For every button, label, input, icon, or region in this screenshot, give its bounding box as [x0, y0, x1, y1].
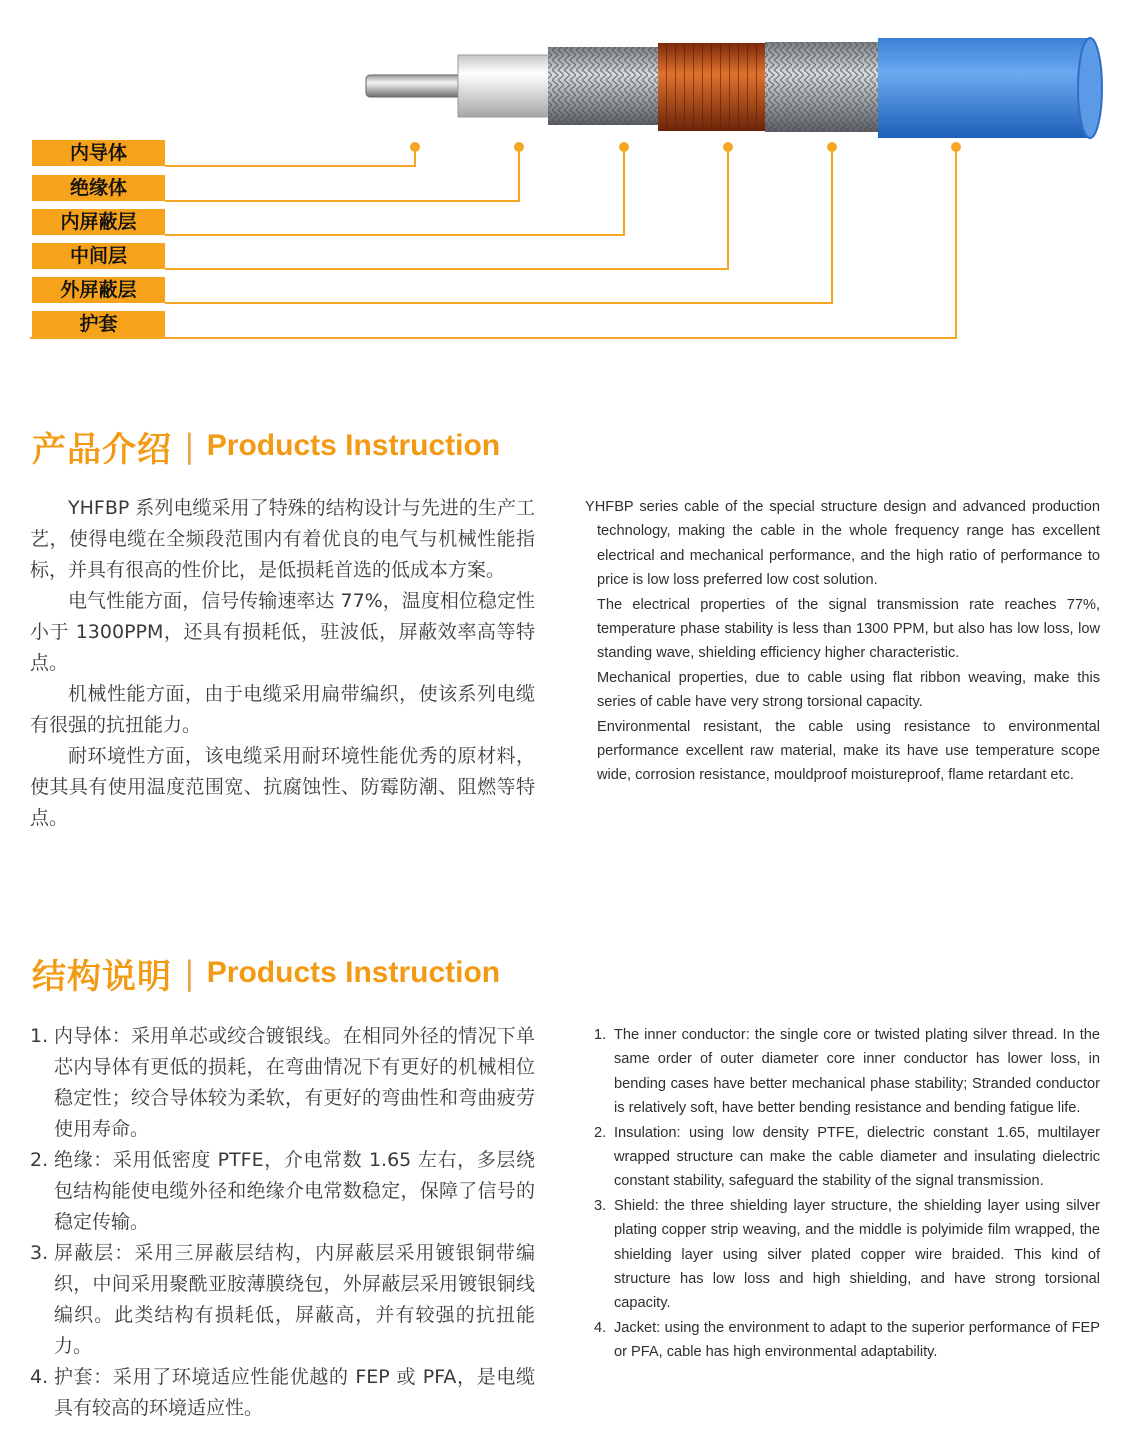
- leader-line-1: [165, 147, 415, 166]
- list-item-number: 2.: [30, 1149, 49, 1171]
- section-structure-title-en: Products Instruction: [206, 956, 501, 989]
- label-inner-conductor: 内导体: [32, 140, 165, 166]
- structure-en-list: [594, 1023, 1100, 1365]
- section-structure-separator: |: [184, 954, 195, 992]
- label-inner-shield: 内屏蔽层: [32, 209, 165, 235]
- list-item-text: The inner conductor: the single core or twisted plating silver thread. In the same order of outer diameter core inner conductor has lower loss, in bending cases have better mechanical phase stability; Stranded conductor is relatively soft, have better bending resistance and bending fatigue life.: [614, 1027, 1100, 1117]
- leader-dot-2: [514, 142, 524, 152]
- label-middle-layer: 中间层: [32, 243, 165, 269]
- intro-cn-text: [30, 493, 535, 834]
- list-item: [594, 1316, 1100, 1365]
- list-item: [30, 1021, 535, 1145]
- list-item: [594, 1023, 1100, 1121]
- list-item-text: 绝缘：采用低密度 PTFE，介电常数 1.65 左右，多层绕包结构能使电缆外径和绝缘介电常数稳定，保障了信号的稳定传输。: [54, 1149, 535, 1233]
- list-item: [594, 1121, 1100, 1194]
- list-item-text: 内导体：采用单芯或绞合镀银线。在相同外径的情况下单芯内导体有更低的损耗，在弯曲情况下有更好的机械相位稳定性；绞合导体较为柔软，有更好的弯曲性和弯曲疲劳使用寿命。: [54, 1025, 535, 1140]
- section-intro-separator: |: [184, 427, 195, 465]
- inner-conductor-shape: [366, 75, 466, 97]
- list-item-text: 护套：采用了环境适应性能优越的 FEP 或 PFA，是电缆具有较高的环境适应性。: [54, 1366, 535, 1419]
- intro-cn-paragraph: 电气性能方面，信号传输速率达 77%，温度相位稳定性小于 1300PPM，还具有损耗低，驻波低，屏蔽效率高等特点。: [30, 590, 535, 674]
- leader-line-2: [165, 147, 519, 201]
- list-item: [30, 1145, 535, 1238]
- list-item-number: 3.: [594, 1197, 607, 1214]
- list-item: [594, 1194, 1100, 1316]
- label-insulation: 绝缘体: [32, 175, 165, 201]
- list-item-text: Insulation: using low density PTFE, dielectric constant 1.65, multilayer wrapped structure can make the cable diameter and insulating dielectric constant stability, safeguard the stability of the signal transmission.: [614, 1124, 1100, 1190]
- list-item: [30, 1362, 535, 1424]
- leader-dot-4: [723, 142, 733, 152]
- intro-en-paragraph: Environmental resistant, the cable using resistance to environmental performance excellent raw material, make its have use temperature scope wide, corrosion resistance, mouldproof moistureproof, flame retardant etc.: [597, 718, 1100, 784]
- cable-structure-diagram: [0, 0, 1132, 360]
- list-item-number: 4.: [30, 1366, 49, 1388]
- list-item-text: Shield: the three shielding layer structure, the shielding layer using silver plating copper strip weaving, and the middle is polyimide film wrapped, the shielding layer using silver plated copper wire braided. This kind of structure has low loss and high shielding, and have strong torsional capacity.: [614, 1197, 1100, 1312]
- section-intro-title-cn: 产品介绍: [32, 429, 172, 470]
- intro-en-text: [585, 495, 1100, 788]
- intro-cn-paragraph: 机械性能方面，由于电缆采用扁带编织，使该系列电缆有很强的抗扭能力。: [30, 683, 535, 736]
- section-intro-title-en: Products Instruction: [206, 429, 501, 462]
- structure-cn-list: [30, 1021, 535, 1424]
- section-structure-title-cn: 结构说明: [32, 956, 172, 997]
- leader-dot-6: [951, 142, 961, 152]
- jacket-shape: [878, 38, 1097, 138]
- intro-cn-paragraph: 耐环境性方面，该电缆采用耐环境性能优秀的原材料，使其具有使用温度范围宽、抗腐蚀性、防霉防潮、阻燃等特点。: [30, 745, 535, 829]
- leader-line-6: [30, 147, 956, 338]
- list-item-number: 1.: [30, 1025, 49, 1047]
- insulation-shape: [458, 55, 558, 117]
- list-item: [30, 1238, 535, 1362]
- leader-dot-3: [619, 142, 629, 152]
- list-item-text: Jacket: using the environment to adapt to the superior performance of FEP or PFA, cable has high environmental adaptability.: [614, 1319, 1100, 1361]
- section-intro-header: [32, 424, 500, 468]
- leader-line-5: [165, 147, 832, 303]
- section-structure-header: [32, 951, 500, 995]
- list-item-number: 1.: [594, 1027, 607, 1043]
- intro-cn-paragraph: YHFBP 系列电缆采用了特殊的结构设计与先进的生产工艺，使得电缆在全频段范围内有着优良的电气与机械性能指标，并具有很高的性价比，是低损耗首选的低成本方案。: [30, 497, 535, 581]
- intro-en-paragraph: YHFBP series cable of the special structure design and advanced production technology, making the cable in the whole frequency range has excellent electrical and mechanical performance, and the high ratio of performance to price is low loss preferred low cost solution.: [585, 499, 1100, 589]
- list-item-text: 屏蔽层：采用三屏蔽层结构，内屏蔽层采用镀银铜带编织，中间采用聚酰亚胺薄膜绕包，外屏蔽层采用镀银铜线编织。此类结构有损耗低，屏蔽高，并有较强的抗扭能力。: [54, 1242, 535, 1357]
- intro-en-paragraph: The electrical properties of the signal transmission rate reaches 77%, temperature phase stability is less than 1300 PPM, but also has low loss, low standing wave, shielding efficiency higher characteristic.: [597, 596, 1100, 662]
- intro-en-paragraph: Mechanical properties, due to cable using flat ribbon weaving, make this series of cable have very strong torsional capacity.: [597, 669, 1100, 711]
- list-item-number: 2.: [594, 1124, 607, 1141]
- list-item-number: 4.: [594, 1319, 607, 1336]
- leader-line-3: [165, 147, 624, 235]
- label-outer-shield: 外屏蔽层: [32, 277, 165, 303]
- label-jacket: 护套: [32, 311, 165, 337]
- leader-dot-5: [827, 142, 837, 152]
- leader-dot-1: [410, 142, 420, 152]
- list-item-number: 3.: [30, 1242, 49, 1264]
